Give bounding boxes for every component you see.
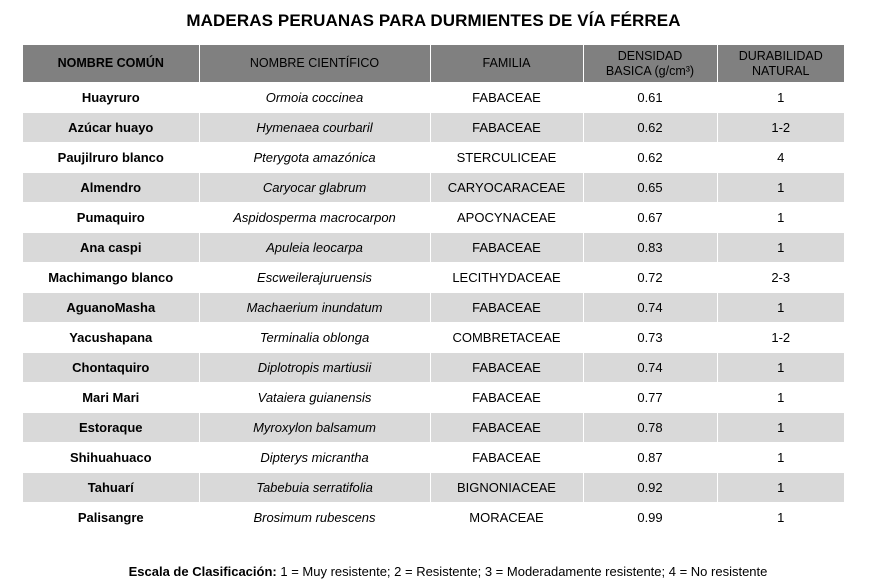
table-row [23,383,844,413]
cell-scientific-name: Ormoia coccinea [199,83,430,113]
cell-common-name: Palisangre [23,503,199,533]
cell-density: 0.72 [583,263,717,293]
cell-durability: 4 [717,143,844,173]
cell-durability: 1 [717,173,844,203]
cell-durability: 1 [717,233,844,263]
header-family: FAMILIA [430,45,583,83]
cell-durability: 1 [717,383,844,413]
cell-scientific-name: Apuleia leocarpa [199,233,430,263]
cell-scientific-name: Tabebuia serratifolia [199,473,430,503]
cell-density: 0.65 [583,173,717,203]
cell-durability: 1 [717,413,844,443]
cell-family: FABACEAE [430,413,583,443]
cell-common-name: Ana caspi [23,233,199,263]
cell-scientific-name: Caryocar glabrum [199,173,430,203]
cell-durability: 1 [717,293,844,323]
cell-density: 0.77 [583,383,717,413]
classification-footnote [0,564,871,579]
footnote-label: Escala de Clasificación: [128,564,277,579]
cell-scientific-name: Vataiera guianensis [199,383,430,413]
cell-durability: 1-2 [717,113,844,143]
cell-family: FABACEAE [430,83,583,113]
cell-common-name: Paujilruro blanco [23,143,199,173]
cell-family: CARYOCARACEAE [430,173,583,203]
table-row [23,413,844,443]
cell-common-name: Chontaquiro [23,353,199,383]
cell-scientific-name: Escweilerajuruensis [199,263,430,293]
cell-common-name: Huayruro [23,83,199,113]
cell-density: 0.74 [583,293,717,323]
cell-scientific-name: Hymenaea courbaril [199,113,430,143]
cell-family: FABACEAE [430,113,583,143]
cell-density: 0.67 [583,203,717,233]
cell-scientific-name: Dipterys micrantha [199,443,430,473]
cell-density: 0.92 [583,473,717,503]
page-title: MADERAS PERUANAS PARA DURMIENTES DE VÍA FÉRREA [186,11,681,30]
table-row [23,83,844,113]
header-density-line2: BASICA (g/cm³) [605,63,695,78]
table-row [23,173,844,203]
cell-family: FABACEAE [430,293,583,323]
cell-family: BIGNONIACEAE [430,473,583,503]
cell-durability: 1 [717,353,844,383]
cell-density: 0.78 [583,413,717,443]
cell-density: 0.74 [583,353,717,383]
table-row [23,263,844,293]
cell-density: 0.83 [583,233,717,263]
cell-common-name: AguanoMasha [23,293,199,323]
cell-scientific-name: Pterygota amazónica [199,143,430,173]
cell-family: MORACEAE [430,503,583,533]
cell-common-name: Mari Mari [23,383,199,413]
cell-common-name: Machimango blanco [23,263,199,293]
table-row [23,473,844,503]
cell-common-name: Tahuarí [23,473,199,503]
cell-durability: 1 [717,473,844,503]
cell-common-name: Estoraque [23,413,199,443]
header-durability-line2: NATURAL [752,63,810,78]
cell-family: LECITHYDACEAE [430,263,583,293]
cell-scientific-name: Myroxylon balsamum [199,413,430,443]
cell-durability: 1 [717,203,844,233]
header-durability [717,45,844,83]
header-common-name: NOMBRE COMÚN [23,45,199,83]
header-density [583,45,717,83]
table-row [23,443,844,473]
cell-family: FABACEAE [430,443,583,473]
cell-scientific-name: Machaerium inundatum [199,293,430,323]
cell-family: FABACEAE [430,233,583,263]
cell-common-name: Almendro [23,173,199,203]
table-row [23,233,844,263]
table-row [23,323,844,353]
cell-family: FABACEAE [430,383,583,413]
header-scientific-name: NOMBRE CIENTÍFICO [199,45,430,83]
table-row [23,143,844,173]
cell-durability: 2-3 [717,263,844,293]
cell-common-name: Shihuahuaco [23,443,199,473]
table-row [23,203,844,233]
cell-density: 0.61 [583,83,717,113]
cell-scientific-name: Diplotropis martiusii [199,353,430,383]
cell-durability: 1 [717,503,844,533]
cell-family: STERCULICEAE [430,143,583,173]
cell-scientific-name: Aspidosperma macrocarpon [199,203,430,233]
table-row [23,353,844,383]
cell-density: 0.62 [583,113,717,143]
cell-scientific-name: Terminalia oblonga [199,323,430,353]
cell-durability: 1 [717,443,844,473]
table-row [23,293,844,323]
footnote-text: 1 = Muy resistente; 2 = Resistente; 3 = Moderadamente resistente; 4 = No resistente [276,564,768,579]
cell-scientific-name: Brosimum rubescens [199,503,430,533]
header-durability-line1: DURABILIDAD [738,48,823,63]
cell-density: 0.73 [583,323,717,353]
cell-density: 0.99 [583,503,717,533]
cell-common-name: Azúcar huayo [23,113,199,143]
cell-family: FABACEAE [430,353,583,383]
table-header-row [23,45,844,83]
cell-durability: 1-2 [717,323,844,353]
cell-family: COMBRETACEAE [430,323,583,353]
table-row [23,113,844,143]
cell-durability: 1 [717,83,844,113]
cell-family: APOCYNACEAE [430,203,583,233]
cell-common-name: Pumaquiro [23,203,199,233]
wood-table [23,45,844,532]
table-row [23,503,844,533]
table-body [23,83,844,533]
cell-density: 0.62 [583,143,717,173]
header-density-line1: DENSIDAD [617,48,683,63]
cell-common-name: Yacushapana [23,323,199,353]
cell-density: 0.87 [583,443,717,473]
